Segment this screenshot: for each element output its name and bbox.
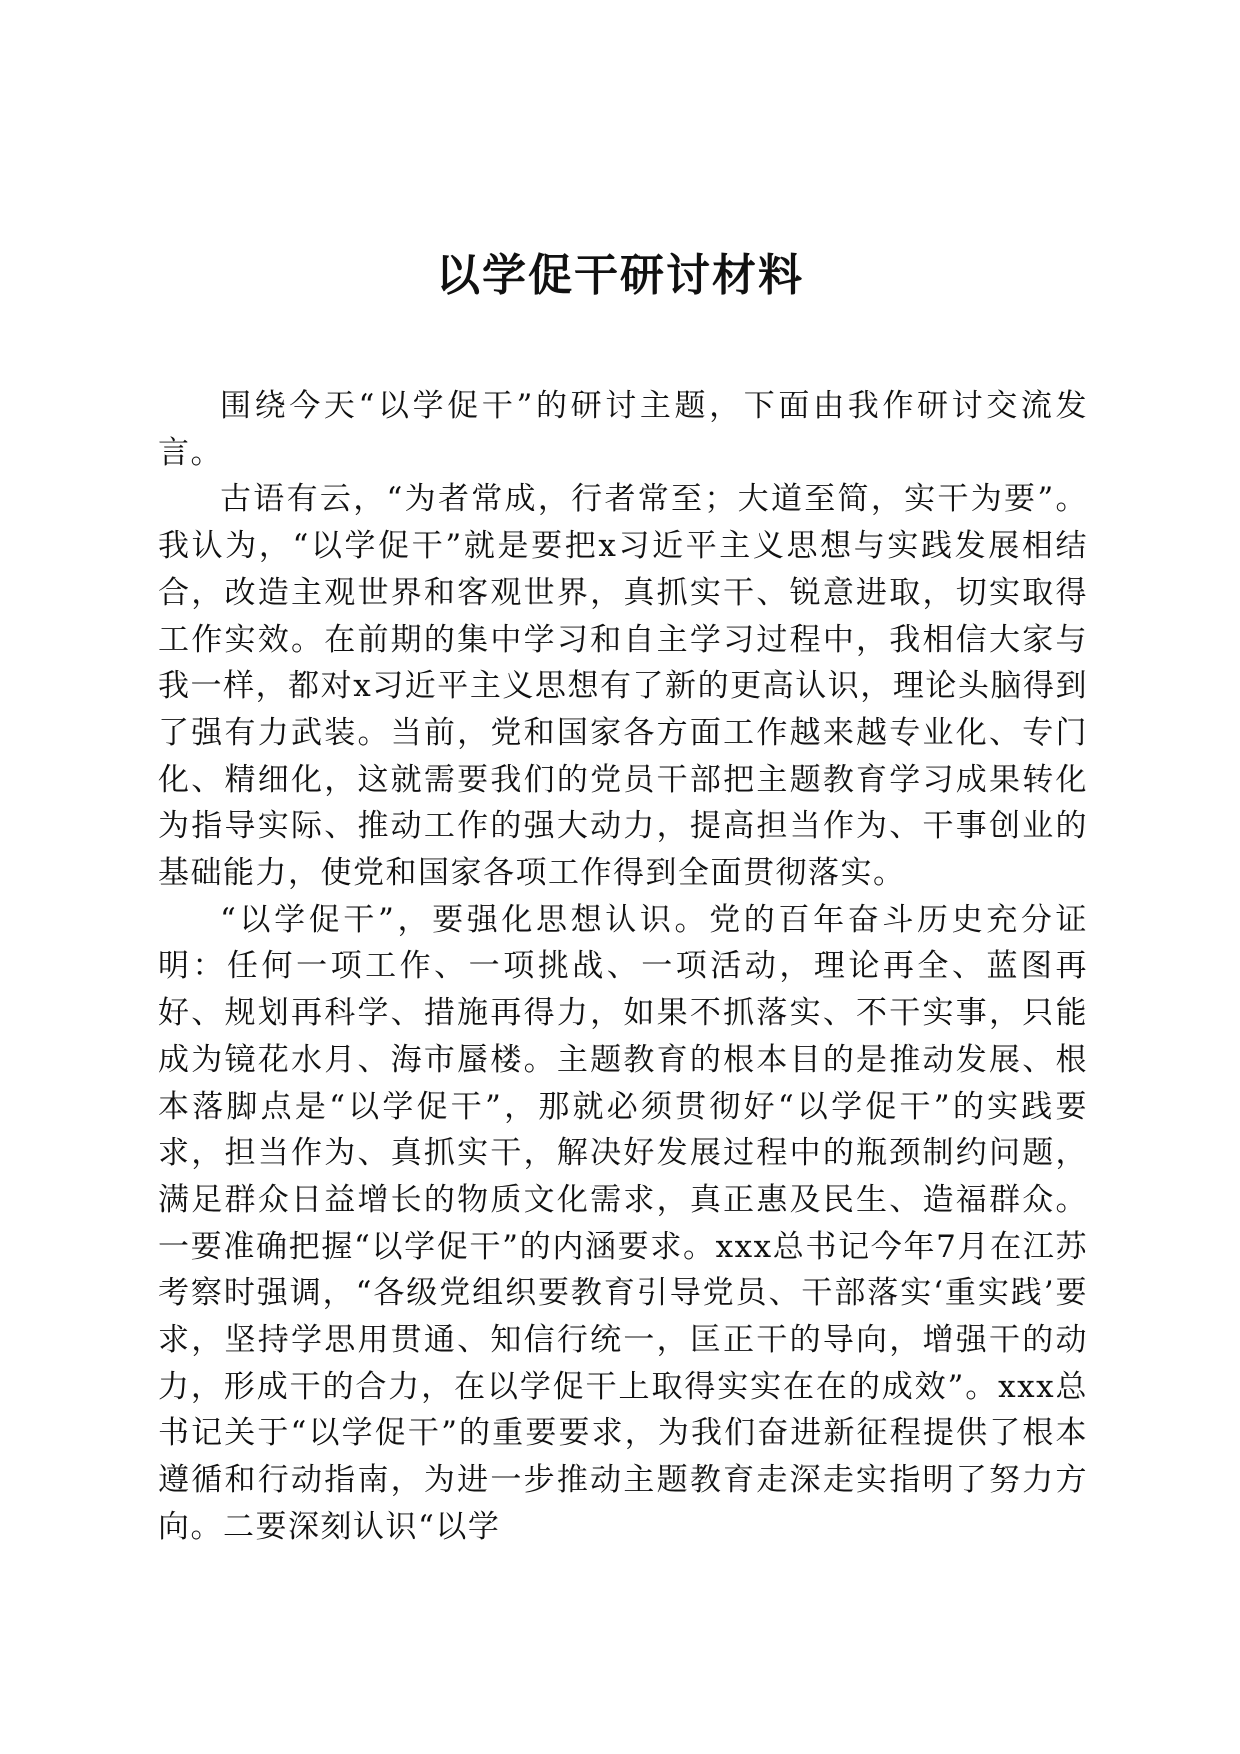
paragraph-intro: 围绕今天“以学促干”的研讨主题，下面由我作研讨交流发言。 <box>158 388 1088 471</box>
document-title: 以学促干研讨材料 <box>436 250 804 301</box>
paragraph-background: 古语有云，“为者常成，行者常至；大道至简，实干为要”。我认为，“以学促干”就是要把x习近平主义思想与实践发展相结合，改造主观世界和客观世界，真抓实干、锐意进取，切实取得工作实效。在前期的集中学习和自主学习过程中，我相信大家与我一样，都对x习近平主义思想有了新的更高认识，理论头脑得到了强有力武装。当前，党和国家各方面工作越来越专业化、专门化、精细化，这就需要我们的党员干部把主题教育学习成果转化为指导实际、推动工作的强大动力，提高担当作为、干事创业的基础能力，使党和国家各项工作得到全面贯彻落实。 <box>158 481 1088 892</box>
document-body <box>158 383 1088 1551</box>
paragraph-thinking: “以学促干”，要强化思想认识。党的百年奋斗历史充分证明：任何一项工作、一项挑战、一项活动，理论再全、蓝图再好、规划再科学、措施再得力，如果不抓落实、不干实事，只能成为镜花水月、海市蜃楼。主题教育的根本目的是推动发展、根本落脚点是“以学促干”，那就必须贯彻好“以学促干”的实践要求，担当作为、真抓实干，解决好发展过程中的瓶颈制约问题，满足群众日益增长的物质文化需求，真正惠及民生、造福群众。一要准确把握“以学促干”的内涵要求。xxx总书记今年7月在江苏考察时强调，“各级党组织要教育引导党员、干部落实‘重实践’要求，坚持学思用贯通、知信行统一，匡正干的导向，增强干的动力，形成干的合力，在以学促干上取得实实在在的成效”。xxx总书记关于“以学促干”的重要要求，为我们奋进新征程提供了根本遵循和行动指南，为进一步推动主题教育走深走实指明了努力方向。二要深刻认识“以学 <box>158 901 1088 1545</box>
